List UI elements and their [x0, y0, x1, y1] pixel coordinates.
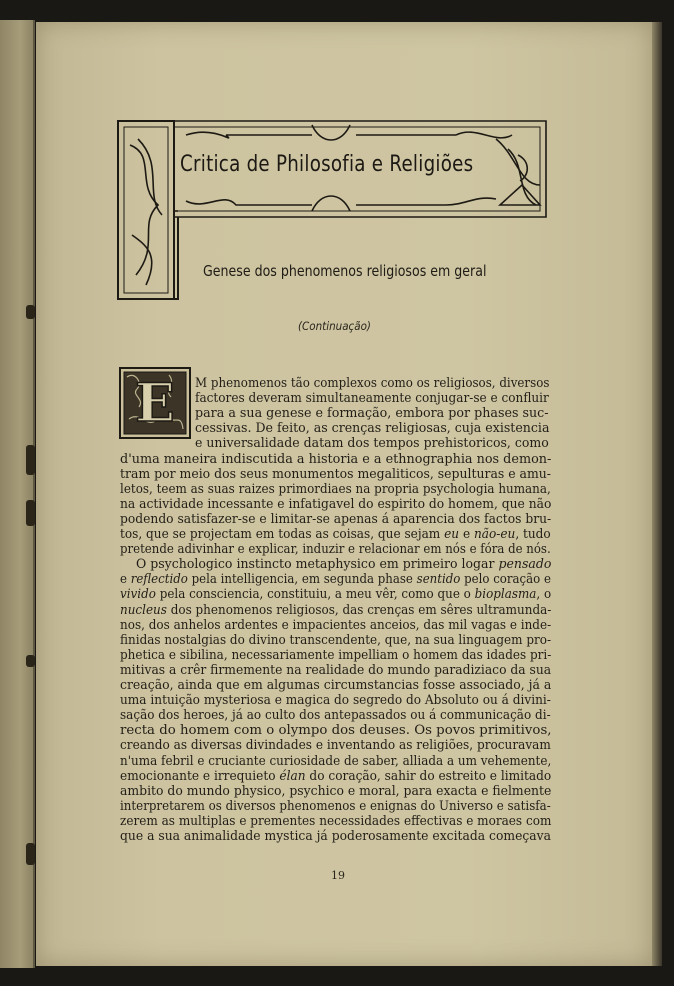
body-line: podendo satisfazer-se e limitar-se apenas á aparencia dos factos bru-	[120, 511, 552, 527]
body-line: mitivas a crêr firmemente na realidade do mundo paradiziaco da sua	[120, 662, 552, 678]
body-line: creando as diversas divindades e inventando as religiões, procuravam	[120, 738, 551, 754]
body-line: tram por meio dos seus monumentos megaliticos, sepulturas e amu-	[120, 466, 552, 482]
body-line: tos, que se projectam em todas as coisas, que sejam eu e não-eu, tudo	[120, 527, 551, 542]
body-line: finidas nostalgias do divino transcendente, que, na sua linguagem pro-	[120, 632, 552, 648]
body-line: pretende adivinhar e explicar, induzir e relacionar em nós e fóra de nós.	[120, 542, 551, 558]
dropcap-letter: E	[135, 373, 175, 434]
body-line: creação, ainda que em algumas circumstancias fosse associado, já a	[120, 678, 552, 693]
body-line: vivido pela consciencia, constituiu, a meu vêr, como que o bioplasma, o	[120, 587, 552, 603]
body-line: na actividade incessante e infatigavel do espirito do homem, que não	[120, 496, 552, 512]
body-line: uma intuição mysteriosa e magica do segredo do Absoluto ou á divini-	[120, 693, 551, 709]
body-line: cessivas. De feito, as crenças religiosas, cuja existencia	[195, 421, 550, 437]
binding-thread-mark	[26, 500, 35, 526]
body-line: M phenomenos tão complexos como os religiosos, diversos	[195, 376, 550, 391]
body-line: recta do homem com o olympo dos deuses. Os povos primitivos,	[120, 723, 552, 739]
body-line: O psychologico instincto metaphysico em primeiro logar pensado	[136, 557, 552, 573]
body-line: e universalidade datam dos tempos prehistoricos, como	[195, 436, 549, 452]
body-line: emocionante e irrequieto élan do coração, sahir do estreito e limitado	[120, 768, 552, 784]
ornamental-dropcap	[119, 367, 191, 439]
body-line: ambito do mundo physico, psychico e moral, para exacta e fielmente	[120, 783, 552, 799]
body-line: letos, teem as suas raizes primordiaes na propria psychologia humana,	[120, 481, 551, 497]
binding-thread-mark	[26, 305, 35, 319]
continuation-note: (Continuação)	[298, 319, 371, 333]
page-edge-shadow	[652, 22, 662, 966]
article-subtitle: Genese dos phenomenos religiosos em geral	[203, 262, 487, 280]
body-line: sação dos heroes, já ao culto dos antepassados ou á communicação di-	[120, 708, 551, 724]
page-number: 19	[331, 869, 345, 882]
binding-thread-mark	[26, 843, 35, 865]
binding-thread-mark	[26, 445, 35, 475]
body-line: interpretarem os diversos phenomenos e enignas do Universo e satisfa-	[120, 798, 551, 814]
binding-fold	[33, 20, 35, 968]
body-line: phetica e sibilina, necessariamente impelliam o homem das idades pri-	[120, 647, 552, 663]
body-line: e reflectido pela intelligencia, em segunda phase sentido pelo coração e	[120, 572, 551, 588]
body-line: d'uma maneira indiscutida a historia e a ethnographia nos demon-	[120, 451, 552, 467]
binding-thread-mark	[26, 655, 35, 667]
body-line: n'uma febril e cruciante curiosidade de saber, alliada a um vehemente,	[120, 753, 552, 769]
article-title: Critica de Philosofia e Religiões	[180, 152, 474, 177]
body-line: factores deveram simultaneamente conjugar-se e confluir	[195, 391, 549, 407]
body-line: para a sua genese e formação, embora por phases suc-	[195, 406, 549, 422]
body-line: zerem as multiplas e prementes necessidades effectivas e moraes com	[120, 813, 552, 829]
body-line: nos, dos anhelos ardentes e impacientes anceios, das mil vagas e inde-	[120, 617, 552, 633]
body-line: nucleus dos phenomenos religiosos, das crenças em sêres ultramunda-	[120, 602, 552, 618]
body-line: que a sua animalidade mystica já poderosamente excitada começava	[120, 829, 551, 844]
facing-page-gutter	[0, 20, 34, 968]
